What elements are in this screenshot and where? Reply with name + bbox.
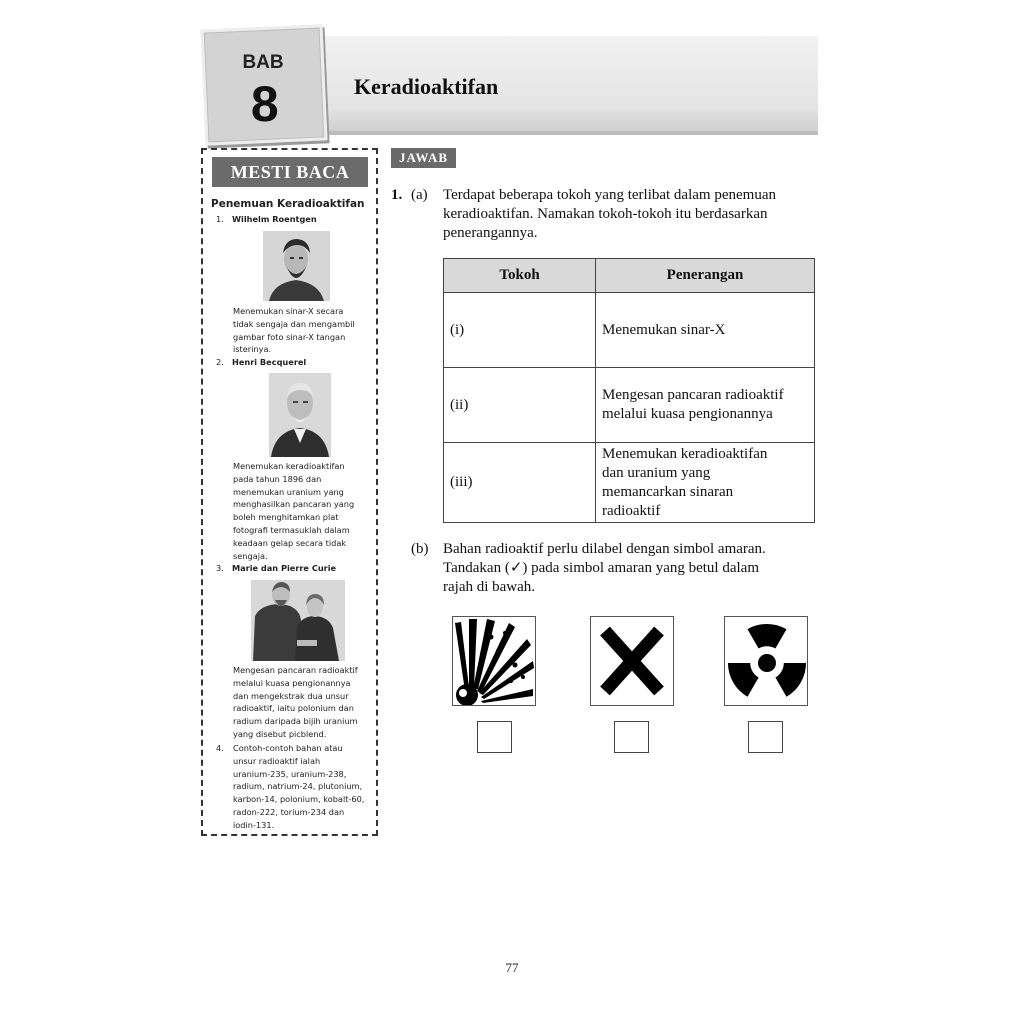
- part-b-label: (b): [411, 541, 429, 557]
- portrait-curie-image: [251, 580, 345, 661]
- penerangan-cell: Menemukan sinar-X: [596, 293, 815, 368]
- jawab-label: JAWAB: [391, 148, 456, 168]
- explosive-symbol-checkbox[interactable]: [477, 721, 512, 753]
- table-row: [444, 443, 815, 523]
- column-header-tokoh: Tokoh: [444, 259, 596, 293]
- chapter-header-band: [250, 36, 818, 135]
- sidebar-item-description: Mengesan pancaran radioaktif melalui kuasa pengionannya dan mengekstrak dua unsur radioaktif, iaitu polonium dan radium daripada bijih uranium yang disebut picblend.: [233, 665, 358, 739]
- sidebar-item-description: Contoh-contoh bahan atau unsur radioaktif ialah uranium-235, uranium-238, radium, natrium-24, plutonium, karbon-14, polonium, kobalt-60, radon-222, torium-234 dan iodin-131.: [233, 743, 365, 830]
- chapter-title: Keradioaktifan: [354, 74, 499, 99]
- table-row: [444, 368, 815, 443]
- table-header-row: [444, 259, 815, 293]
- sidebar-item-number: 1.: [216, 214, 224, 224]
- sidebar-item-name: Marie dan Pierre Curie: [232, 563, 337, 573]
- cross-symbol-checkbox[interactable]: [614, 721, 649, 753]
- page-number: 77: [505, 960, 519, 975]
- sidebar-item-description: Menemukan sinar-X secara tidak sengaja dan mengambil gambar foto sinar-X tangan isterinya.: [233, 306, 355, 355]
- sidebar-item-description: Menemukan keradioaktifan pada tahun 1896 dan menemukan uranium yang menghasilkan pancaran yang boleh menghitamkan plat fotografi termasuklah dalam keadaan gelap secara tidak sengaja.: [233, 461, 355, 561]
- tokoh-answer-cell[interactable]: (i): [444, 293, 596, 368]
- chapter-badge-label: BAB: [242, 52, 284, 74]
- sidebar-item-number: 2.: [216, 357, 224, 367]
- mesti-baca-sidebar: [201, 148, 378, 836]
- penerangan-cell: Menemukan keradioaktifan dan uranium yang memancarkan sinaran radioaktif: [596, 443, 815, 523]
- sidebar-item-name: Henri Becquerel: [232, 357, 307, 367]
- portrait-roentgen-image: [263, 231, 330, 301]
- tokoh-answer-cell[interactable]: (ii): [444, 368, 596, 443]
- table-row: [444, 293, 815, 368]
- answer-table: [443, 258, 815, 523]
- part-b-question: Bahan radioaktif perlu dilabel dengan simbol amaran. Tandakan (✓) pada simbol amaran yang betul dalam rajah di bawah.: [443, 541, 766, 595]
- part-a-question: Terdapat beberapa tokoh yang terlibat dalam penemuan keradioaktifan. Namakan tokoh-tokoh itu berdasarkan penerangannya.: [443, 187, 776, 241]
- column-header-penerangan: Penerangan: [596, 259, 815, 293]
- sidebar-item-number: 3.: [216, 563, 224, 573]
- tokoh-answer-cell[interactable]: (iii): [444, 443, 596, 523]
- sidebar-heading: Penemuan Keradioaktifan: [211, 198, 365, 210]
- chapter-number: 8: [250, 75, 279, 132]
- explosive-symbol-icon: [452, 616, 536, 706]
- question-number: 1.: [391, 187, 403, 203]
- part-a-label: (a): [411, 187, 428, 203]
- penerangan-cell: Mengesan pancaran radioaktif melalui kuasa pengionannya: [596, 368, 815, 443]
- radioactive-trefoil-symbol-icon: [724, 616, 808, 706]
- sidebar-item-number: 4.: [216, 743, 224, 753]
- portrait-becquerel-image: [269, 373, 331, 457]
- radioactive-symbol-checkbox[interactable]: [748, 721, 783, 753]
- harmful-cross-symbol-icon: [590, 616, 674, 706]
- mesti-baca-title: MESTI BACA: [212, 157, 368, 187]
- chapter-badge: [201, 24, 328, 145]
- sidebar-item-name: Wilhelm Roentgen: [232, 214, 317, 224]
